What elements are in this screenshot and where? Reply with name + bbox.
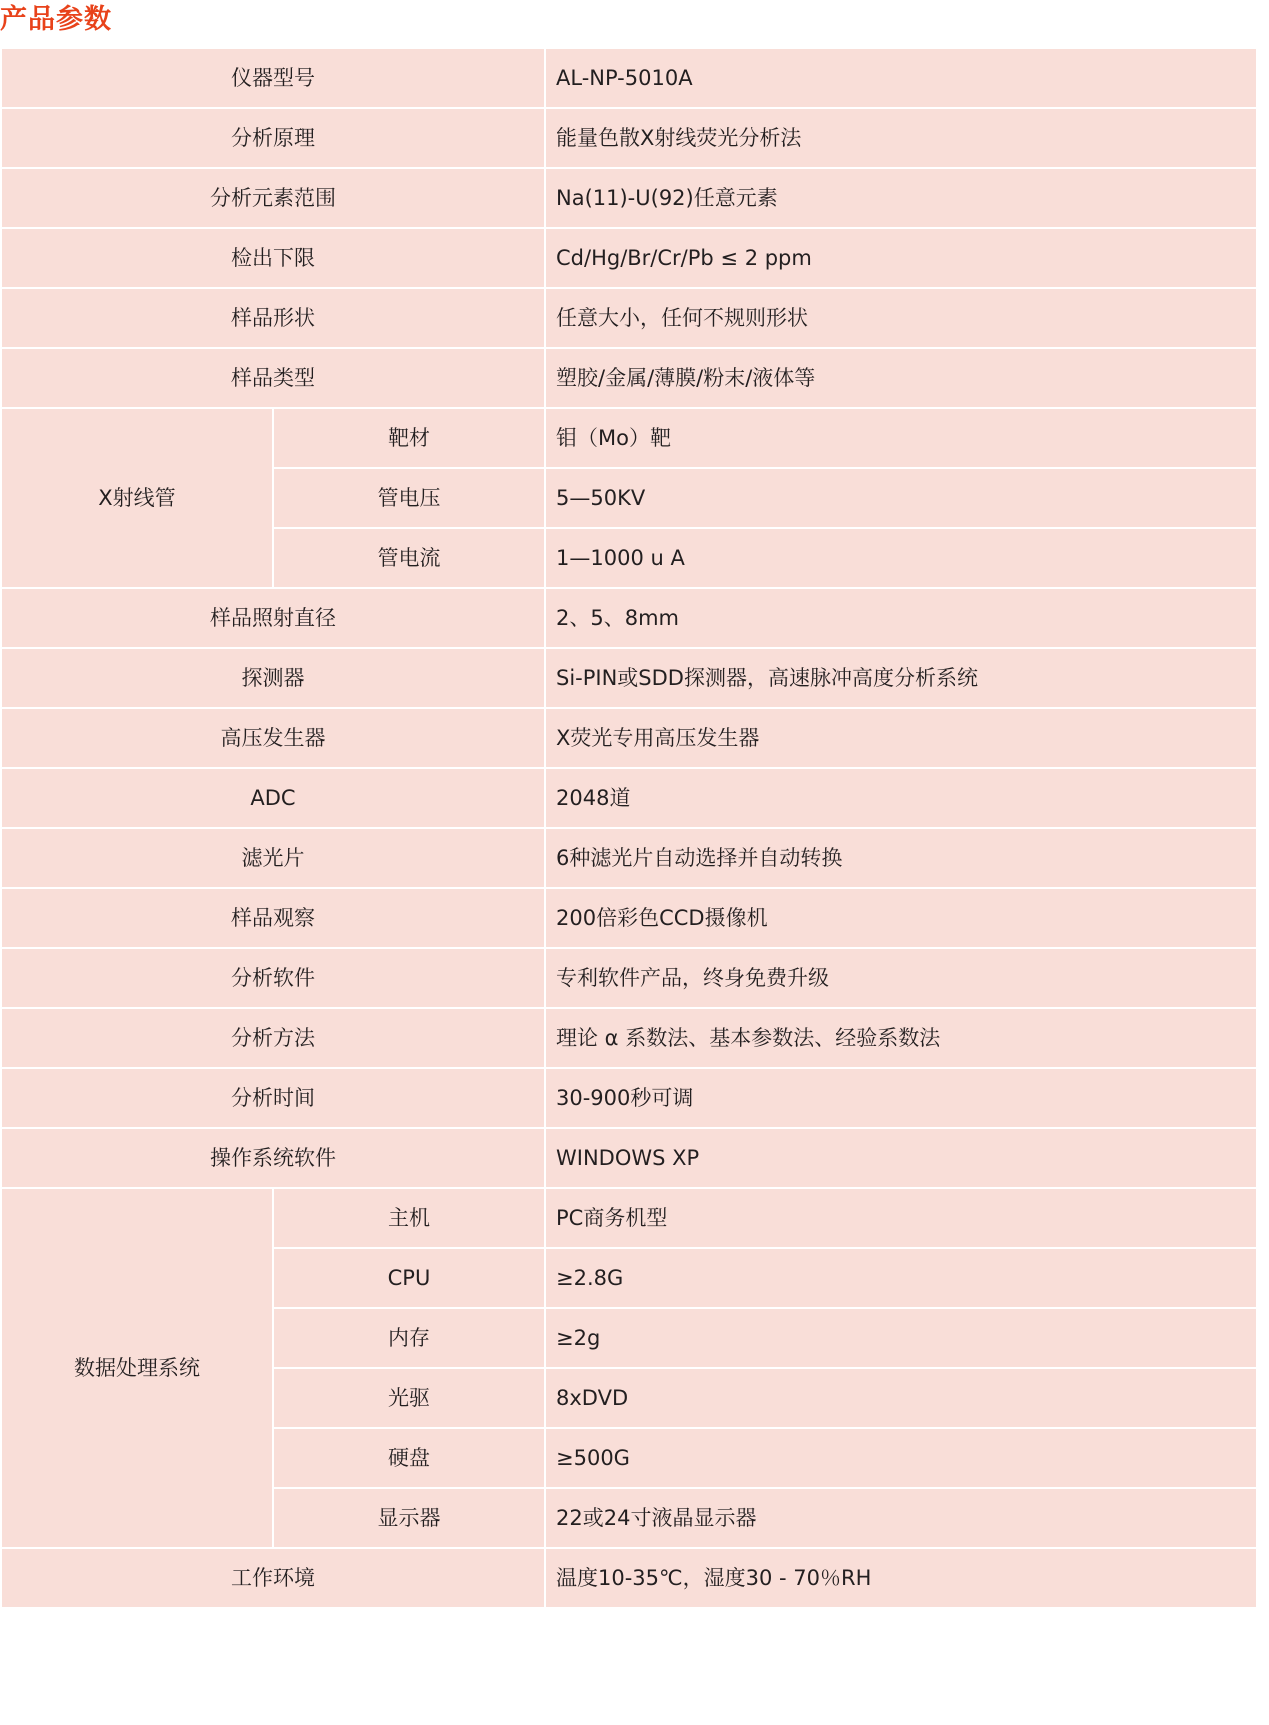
- table-row: [2, 769, 1256, 827]
- spec-label: 探测器: [2, 649, 544, 707]
- spec-sublabel: 显示器: [274, 1489, 544, 1547]
- spec-sublabel: 主机: [274, 1189, 544, 1247]
- spec-value: 8xDVD: [546, 1369, 1256, 1427]
- spec-label: 样品形状: [2, 289, 544, 347]
- spec-label: 分析方法: [2, 1009, 544, 1067]
- spec-value: 钼（Mo）靶: [546, 409, 1256, 467]
- table-row: [2, 409, 1256, 467]
- spec-value: PC商务机型: [546, 1189, 1256, 1247]
- table-row: [2, 1009, 1256, 1067]
- spec-value: 温度10-35℃，湿度30 - 70％RH: [546, 1549, 1256, 1607]
- spec-value: 200倍彩色CCD摄像机: [546, 889, 1256, 947]
- spec-label: 分析时间: [2, 1069, 544, 1127]
- spec-sublabel: 内存: [274, 1309, 544, 1367]
- spec-value: 2、5、8mm: [546, 589, 1256, 647]
- table-row: [2, 949, 1256, 1007]
- page-title: 产品参数: [0, 4, 112, 35]
- spec-value: 2048道: [546, 769, 1256, 827]
- table-row: [2, 169, 1256, 227]
- spec-value: 任意大小，任何不规则形状: [546, 289, 1256, 347]
- spec-label: 操作系统软件: [2, 1129, 544, 1187]
- table-row: [2, 349, 1256, 407]
- spec-value: 5—50KV: [546, 469, 1256, 527]
- table-row: [2, 1549, 1256, 1607]
- spec-table-body: [2, 49, 1256, 1607]
- spec-sublabel: 管电压: [274, 469, 544, 527]
- spec-label: 工作环境: [2, 1549, 544, 1607]
- table-row: [2, 829, 1256, 887]
- table-row: [2, 289, 1256, 347]
- spec-sublabel: 光驱: [274, 1369, 544, 1427]
- spec-sublabel: 硬盘: [274, 1429, 544, 1487]
- spec-sublabel: 管电流: [274, 529, 544, 587]
- spec-label: 样品照射直径: [2, 589, 544, 647]
- spec-group-label: 数据处理系统: [2, 1189, 272, 1547]
- table-row: [2, 1069, 1256, 1127]
- spec-sublabel: CPU: [274, 1249, 544, 1307]
- spec-value: ≥2.8G: [546, 1249, 1256, 1307]
- spec-label: 仪器型号: [2, 49, 544, 107]
- spec-value: WINDOWS XP: [546, 1129, 1256, 1187]
- table-row: [2, 1189, 1256, 1247]
- spec-value: ≥500G: [546, 1429, 1256, 1487]
- table-row: [2, 589, 1256, 647]
- table-row: [2, 229, 1256, 287]
- spec-value: Si-PIN或SDD探测器，高速脉冲高度分析系统: [546, 649, 1256, 707]
- spec-table: [0, 47, 1258, 1609]
- spec-value: 1—1000 u A: [546, 529, 1256, 587]
- spec-label: 滤光片: [2, 829, 544, 887]
- spec-label: 分析软件: [2, 949, 544, 1007]
- table-row: [2, 1129, 1256, 1187]
- spec-label: 样品类型: [2, 349, 544, 407]
- spec-value: X荧光专用高压发生器: [546, 709, 1256, 767]
- spec-label: 高压发生器: [2, 709, 544, 767]
- spec-value: 30-900秒可调: [546, 1069, 1256, 1127]
- table-row: [2, 109, 1256, 167]
- spec-group-label: X射线管: [2, 409, 272, 587]
- spec-label: 检出下限: [2, 229, 544, 287]
- spec-value: ≥2g: [546, 1309, 1256, 1367]
- spec-value: 能量色散X射线荧光分析法: [546, 109, 1256, 167]
- spec-label: 分析元素范围: [2, 169, 544, 227]
- spec-value: 塑胶/金属/薄膜/粉末/液体等: [546, 349, 1256, 407]
- spec-value: AL-NP-5010A: [546, 49, 1256, 107]
- spec-label: 样品观察: [2, 889, 544, 947]
- spec-value: Na(11)-U(92)任意元素: [546, 169, 1256, 227]
- spec-sublabel: 靶材: [274, 409, 544, 467]
- spec-value: 22或24寸液晶显示器: [546, 1489, 1256, 1547]
- table-row: [2, 889, 1256, 947]
- spec-label: ADC: [2, 769, 544, 827]
- spec-value: 理论 α 系数法、基本参数法、经验系数法: [546, 1009, 1256, 1067]
- table-row: [2, 49, 1256, 107]
- table-row: [2, 649, 1256, 707]
- spec-label: 分析原理: [2, 109, 544, 167]
- spec-value: Cd/Hg/Br/Cr/Pb ≤ 2 ppm: [546, 229, 1256, 287]
- table-row: [2, 709, 1256, 767]
- spec-value: 专利软件产品，终身免费升级: [546, 949, 1256, 1007]
- spec-value: 6种滤光片自动选择并自动转换: [546, 829, 1256, 887]
